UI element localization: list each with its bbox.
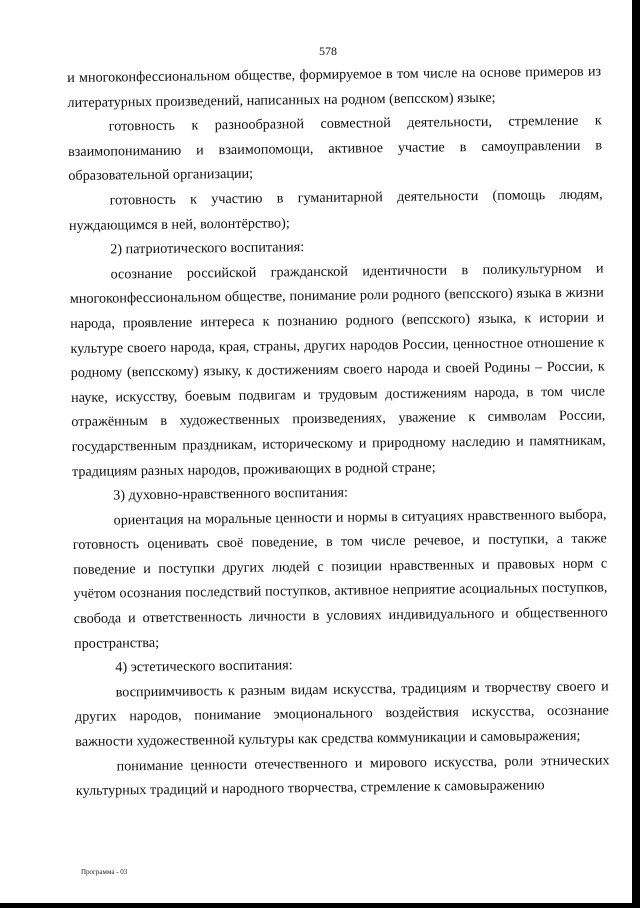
paragraph: понимание ценности отечественного и мирового искусства, роли этнических культурных традиций и народного творчества, стремление к самовыражению [75, 752, 610, 800]
section-heading: 4) эстетического воспитания: [115, 657, 293, 676]
paragraph: и многоконфессиональном обществе, формируемое в том числе на основе примеров из литературных произведений, написанных на родном (вепсском) языке; [67, 63, 602, 111]
paragraph: восприимчивость к разным видам искусства, традициям и творчеству своего и других народов, понимание эмоционального воздействия искусства, осознание важности художественной культуры как средства коммуникации и самовыражения; [74, 678, 610, 750]
paragraph: готовность к разнообразной совместной деятельности, стремление к взаимопониманию и взаимопомощи, активное участие в самоуправлении в образовательной организации; [67, 112, 603, 185]
footer-label: Программа - 03 [81, 868, 128, 876]
paragraph: ориентация на моральные ценности и нормы в ситуациях нравственного выбора, готовность оценивать своё поведение, в том числе речевое, и поступки, а также поведение и поступки других людей с позиции нравственных и правовых норм с учётом осознания последствий поступков, активное неприятие асоциальных поступков, свобода и ответственность личности в условиях индивидуального и общественного пространства; [72, 506, 608, 652]
paragraph: готовность к участию в гуманитарной деятельности (помощь людям, нуждающимся в ней, волонтёрство); [68, 186, 603, 234]
document-body [67, 59, 610, 803]
section-heading: 3) духовно-нравственного воспитания: [113, 484, 349, 504]
paragraph: осознание российской гражданской идентичности в поликультурном и многоконфессиональном обществе, понимание роли родного (вепсского) языка в жизни народа, проявление интереса к познанию родного (вепсского) языка, к истории и культуре своего народа, края, страны, других народов России, ценностное отношение к родному (вепсскому) языку, к достижениям своего народа и своей Родины – России, к науке, искусству, боевым подвигам и трудовым достижениям народа, в том числе отражённым в художественных произведениях, уважение к символам России, государственным праздникам, историческому и природному наследию и памятникам, традициям разных народов, проживающих в родной стране; [69, 260, 606, 480]
section-heading: 2) патриотического воспитания: [110, 239, 305, 258]
page-number: 578 [319, 44, 337, 58]
